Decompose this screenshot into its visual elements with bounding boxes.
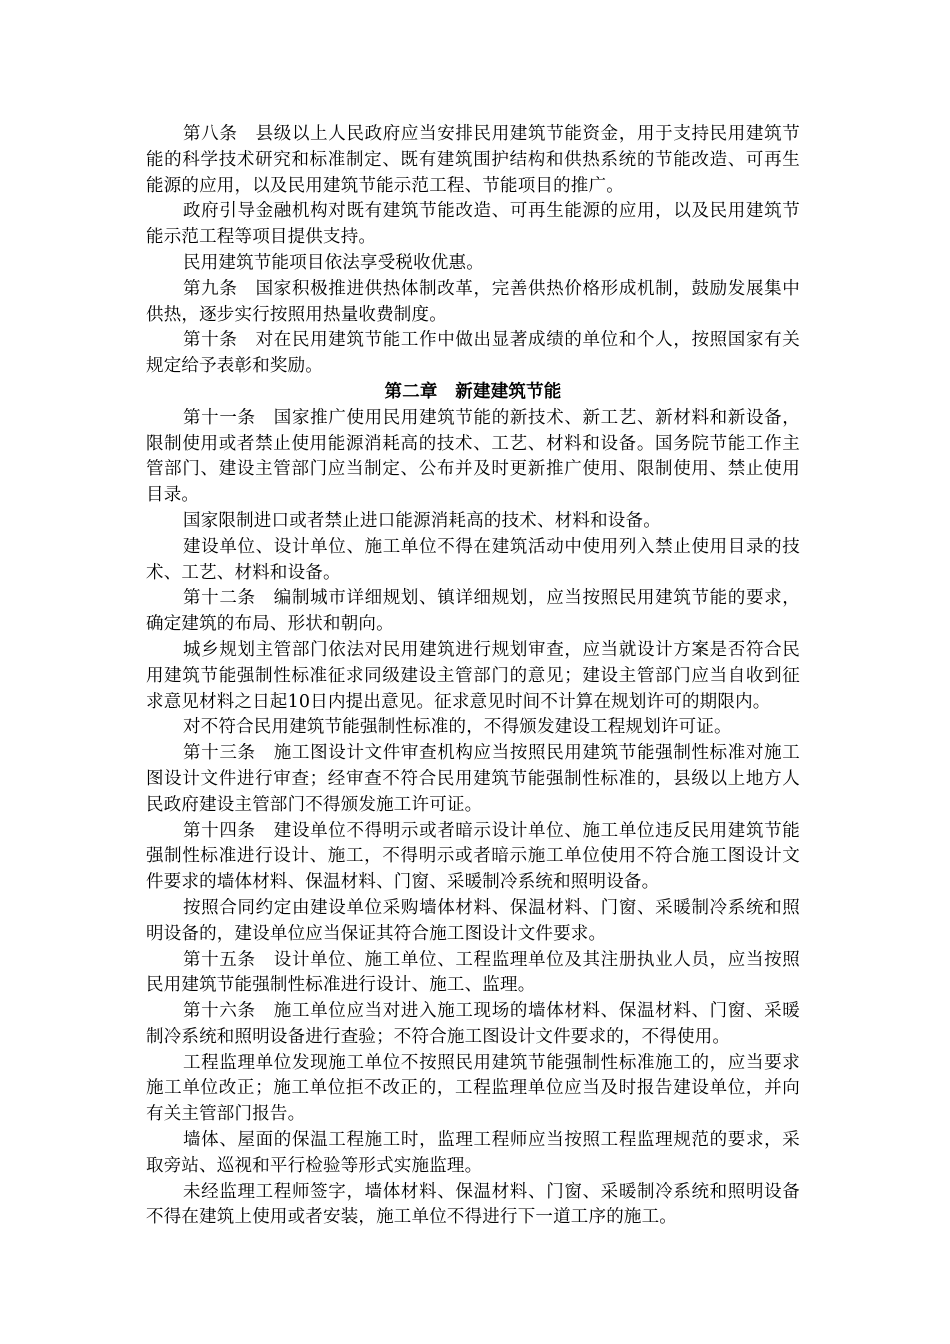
- article-16-supervision-paragraph: 工程监理单位发现施工单位不按照民用建筑节能强制性标准施工的，应当要求施工单位改正；施工单位拒不改正的，工程监理单位应当及时报告建设单位，并向有关主管部门报告。: [146, 1052, 800, 1125]
- article-16-insulation-paragraph: 墙体、屋面的保温工程施工时，监理工程师应当按照工程监理规范的要求，采取旁站、巡视和平行检验等形式实施监理。: [146, 1130, 800, 1176]
- article-12-paragraph: 第十二条 编制城市详细规划、镇详细规划，应当按照民用建筑节能的要求，确定建筑的布局、形状和朝向。: [146, 588, 800, 635]
- article-16-signature-paragraph: 未经监理工程师签字，墙体材料、保温材料、门窗、采暖制冷系统和照明设备不得在建筑上使用或者安装，施工单位不得进行下一道工序的施工。: [146, 1181, 800, 1228]
- article-14-procurement-paragraph: 按照合同约定由建设单位采购墙体材料、保温材料、门窗、采暖制冷系统和照明设备的，建设单位应当保证其符合施工图设计文件要求。: [146, 897, 800, 944]
- article-8-paragraph: 第八条 县级以上人民政府应当安排民用建筑节能资金，用于支持民用建筑节能的科学技术研究和标准制定、既有建筑围护结构和供热系统的节能改造、可再生能源的应用，以及民用建筑节能示范工程、节能项目的推广。: [146, 124, 800, 196]
- article-12-review-paragraph: 城乡规划主管部门依法对民用建筑进行规划审查，应当就设计方案是否符合民用建筑节能强制性标准征求同级建设主管部门的意见；建设主管部门应当自收到征求意见材料之日起10日内提出意见。征求意见时间不计算在规划许可的期限内。: [146, 639, 800, 712]
- article-13-paragraph: 第十三条 施工图设计文件审查机构应当按照民用建筑节能强制性标准对施工图设计文件进行审查；经审查不符合民用建筑节能强制性标准的，县级以上地方人民政府建设主管部门不得颁发施工许可证。: [146, 743, 800, 815]
- article-14-paragraph: 第十四条 建设单位不得明示或者暗示设计单位、施工单位违反民用建筑节能强制性标准进行设计、施工，不得明示或者暗示施工单位使用不符合施工图设计文件要求的墙体材料、保温材料、门窗、采暖制冷系统和照明设备。: [146, 820, 800, 893]
- article-8-tax-paragraph: 民用建筑节能项目依法享受税收优惠。: [183, 252, 484, 273]
- article-12-permit-paragraph: 对不符合民用建筑节能强制性标准的，不得颁发建设工程规划许可证。: [183, 717, 732, 738]
- article-8-finance-paragraph: 政府引导金融机构对既有建筑节能改造、可再生能源的应用，以及民用建筑节能示范工程等项目提供支持。: [146, 201, 800, 248]
- chapter-title: 第二章 新建建筑节能: [384, 381, 562, 402]
- document-body-section-1: [146, 122, 800, 380]
- article-15-paragraph: 第十五条 设计单位、施工单位、工程监理单位及其注册执业人员，应当按照民用建筑节能强制性标准进行设计、施工、监理。: [146, 949, 800, 996]
- article-9-paragraph: 第九条 国家积极推进供热体制改革，完善供热价格形成机制，鼓励发展集中供热，逐步实行按照用热量收费制度。: [146, 278, 800, 325]
- article-10-paragraph: 第十条 对在民用建筑节能工作中做出显著成绩的单位和个人，按照国家有关规定给予表彰和奖励。: [146, 330, 800, 377]
- article-16-paragraph: 第十六条 施工单位应当对进入施工现场的墙体材料、保温材料、门窗、采暖制冷系统和照明设备进行查验；不符合施工图设计文件要求的，不得使用。: [146, 1001, 800, 1047]
- document-page: [146, 122, 800, 1231]
- article-11-prohibition-paragraph: 建设单位、设计单位、施工单位不得在建筑活动中使用列入禁止使用目录的技术、工艺、材料和设备。: [146, 536, 800, 583]
- document-body-section-2: [146, 406, 800, 1232]
- article-11-import-paragraph: 国家限制进口或者禁止进口能源消耗高的技术、材料和设备。: [183, 510, 661, 531]
- article-11-paragraph: 第十一条 国家推广使用民用建筑节能的新技术、新工艺、新材料和新设备，限制使用或者禁止使用能源消耗高的技术、工艺、材料和设备。国务院节能工作主管部门、建设主管部门应当制定、公布并及时更新推广使用、限制使用、禁止使用目录。: [146, 407, 800, 506]
